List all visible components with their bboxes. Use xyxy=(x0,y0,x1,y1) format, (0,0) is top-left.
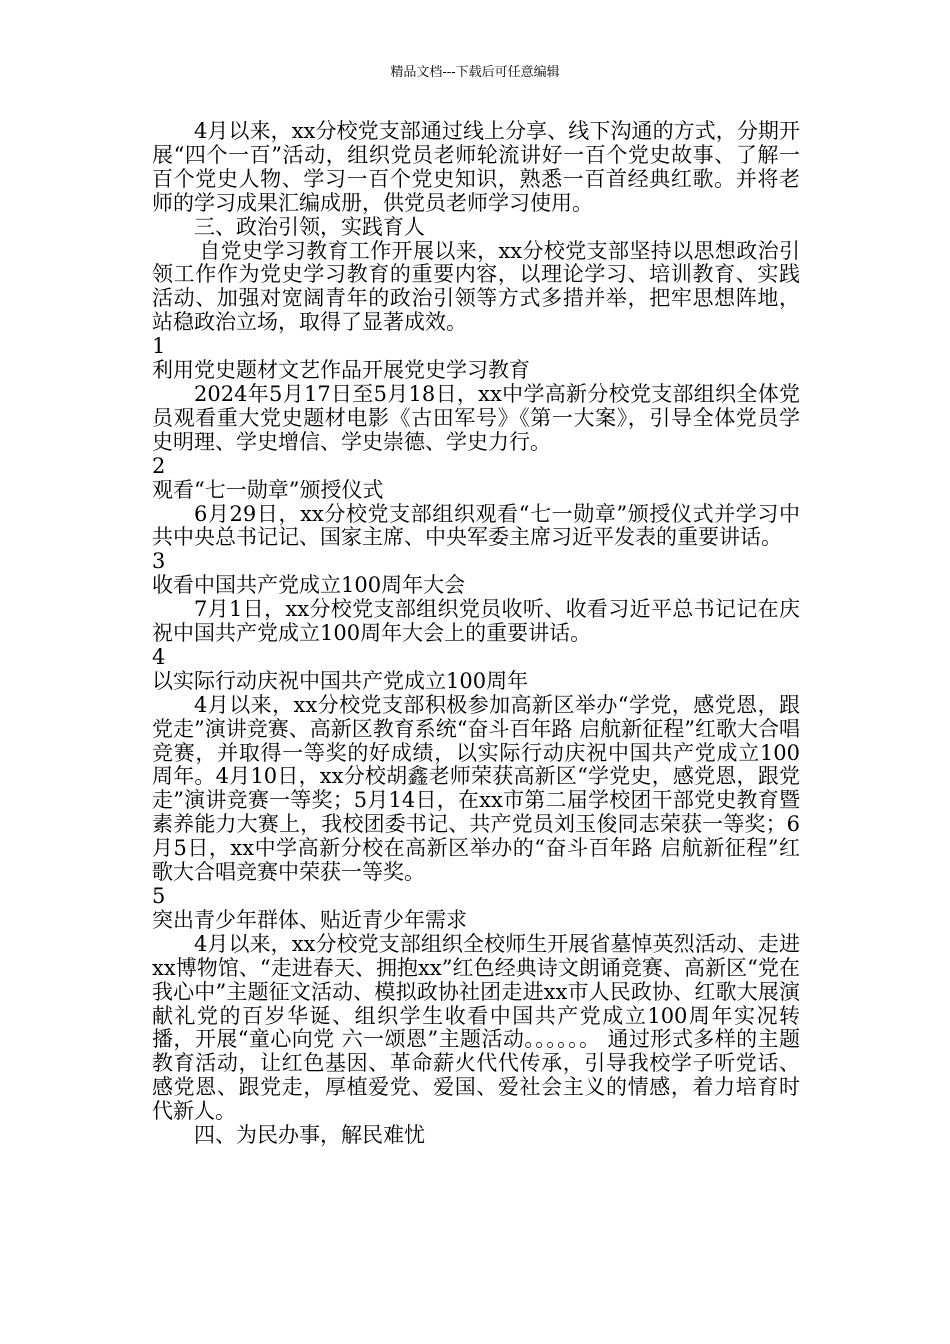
page-header: 精品文档---下载后可任意编辑 xyxy=(390,65,560,80)
item-number-2: 2 xyxy=(152,453,166,478)
item-title-5: 突出青少年群体、贴近青少年需求 xyxy=(152,907,467,932)
item-title-3: 收看中国共产党成立100周年大会 xyxy=(152,573,466,598)
item-body-4: 4月以来，xx分校党支部积极参加高新区举办“学党，感党恩，跟党走”演讲竞赛、高新区教育系统“奋斗百年路 启航新征程”红歌大合唱竞赛，并取得一等奖的好成绩，以实际行动庆祝中国共产党成立100周年。4月10日，xx分校胡鑫老师荣获高新区“学党史，感党恩，跟党走”演讲竞赛一等奖；5月14日，在xx市第二届学校团干部党史教育暨素养能力大赛上，我校团委书记、共产党员刘玉俊同志荣获一等奖；6月5日，xx中学高新分校在高新区举办的“奋斗百年路 启航新征程”红歌大合唱竞赛中荣获一等奖。 xyxy=(152,692,800,885)
item-body-2: 6月29日，xx分校党支部组织观看“七一勋章”颁授仪式并学习中共中央总书记记、国家主席、中央军委主席习近平发表的重要讲话。 xyxy=(152,501,800,550)
document-body xyxy=(152,120,800,1148)
item-body-1: 2024年5月17日至5月18日，xx中学高新分校党支部组织全体党员观看重大党史题材电影《古田军号》《第一大案》，引导全体党员学史明理、学史增信、学史崇德、学史力行。 xyxy=(152,381,800,454)
item-title-1: 利用党史题材文艺作品开展党史学习教育 xyxy=(152,358,530,383)
item-title-4: 以实际行动庆祝中国共产党成立100周年 xyxy=(152,668,529,693)
item-body-5: 4月以来，xx分校党支部组织全校师生开展省墓悼英烈活动、走进xx博物馆、“走进春天、拥抱xx”红色经典诗文朗诵竞赛、高新区“党在我心中”主题征文活动、模拟政协社团走进xx市人民政协、红歌大展演献礼党的百岁华诞、组织学生收看中国共产党成立100周年实况转播，开展“童心向党 六一颂恩”主题活动。。。。。。 通过形式多样的主题教育活动，让红色基因、革命薪火代代传承，引导我校学子听党话、感党恩、跟党走，厚植爱党、爱国、爱社会主义的情感，着力培育时代新人。 xyxy=(152,931,800,1124)
section-heading-4: 四、为民办事，解民难忧 xyxy=(194,1123,425,1148)
item-body-3: 7月1日，xx分校党支部组织党员收听、收看习近平总书记记在庆祝中国共产党成立100周年大会上的重要讲话。 xyxy=(152,597,800,646)
section-heading-3: 三、政治引领，实践育人 xyxy=(194,214,425,239)
item-number-5: 5 xyxy=(152,884,166,908)
item-title-2: 观看“七一勋章”颁授仪式 xyxy=(152,477,384,502)
item-number-4: 4 xyxy=(152,644,166,669)
item-number-3: 3 xyxy=(152,549,166,574)
paragraph-political-guidance: 自党史学习教育工作开展以来，xx分校党支部坚持以思想政治引领工作作为党史学习教育的重要内容，以理论学习、培训教育、实践活动、加强对宽阔青年的政治引领等方式多措并举，把牢思想阵地，站稳政治立场，取得了显著成效。 xyxy=(152,238,800,335)
item-number-1: 1 xyxy=(152,334,166,359)
paragraph-four-hundreds: 4月以来，xx分校党支部通过线上分享、线下沟通的方式，分期开展“四个一百”活动，组织党员老师轮流讲好一百个党史故事、了解一百个党史人物、学习一百个党史知识，熟悉一百首经典红歌。并将老师的学习成果汇编成册，供党员老师学习使用。 xyxy=(152,119,800,215)
